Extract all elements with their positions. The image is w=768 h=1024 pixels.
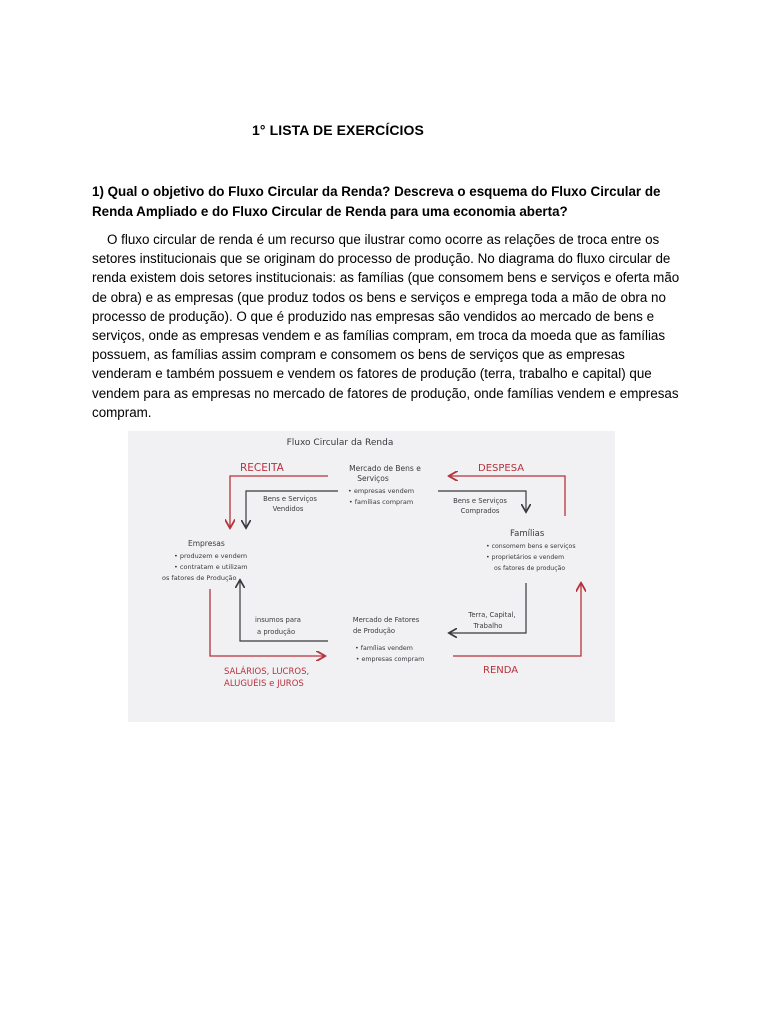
diagram-svg: [128, 431, 615, 722]
salarios-line-1: SALÁRIOS, LUCROS,: [224, 667, 310, 677]
page-title: 1° LISTA DE EXERCÍCIOS: [252, 122, 424, 138]
mercado-fatores-line-4: • empresas compram: [355, 656, 425, 663]
insumos-line-2: a produção: [257, 628, 296, 636]
bens-comprados-line-1: Bens e Serviços: [453, 497, 507, 505]
bens-comprados-line-2: Comprados: [460, 507, 500, 515]
mercado-fatores-line-3: • famílias vendem: [355, 645, 413, 652]
mercado-fatores-line-1: Mercado de Fatores: [352, 616, 420, 624]
renda-arrow: [453, 584, 581, 656]
familias-line-4: os fatores de produção: [494, 565, 566, 572]
receita-label: RECEITA: [240, 462, 284, 474]
mercado-bens-line-1: Mercado de Bens e: [349, 464, 421, 473]
diagram-title: Fluxo Circular da Renda: [286, 438, 394, 448]
insumos-line-1: insumos para: [255, 616, 301, 624]
empresas-line-3: • contratam e utilizam: [174, 563, 248, 571]
mercado-bens-line-4: • famílias compram: [348, 498, 414, 506]
familias-line-3: • proprietários e vendem: [486, 554, 565, 561]
question-text: 1) Qual o objetivo do Fluxo Circular da Renda? Descreva o esquema do Fluxo Circular de Renda Ampliado e do Fluxo Circular de Renda para uma economia aberta?: [92, 184, 661, 219]
familias-line-1: Famílias: [510, 529, 545, 539]
mercado-fatores-line-2: de Produção: [352, 627, 396, 635]
despesa-label: DESPESA: [478, 463, 525, 474]
mercado-bens-line-2: Serviços: [357, 474, 389, 483]
circular-flow-diagram-photo: [128, 431, 615, 722]
bens-vendidos-line-1: Bens e Serviços: [263, 495, 317, 503]
renda-label: RENDA: [483, 665, 519, 676]
salarios-line-2: ALUGUÉIS e JUROS: [224, 679, 304, 689]
terra-line-2: Trabalho: [473, 622, 503, 630]
empresas-line-4: os fatores de Produção: [162, 574, 237, 582]
terra-line-1: Terra, Capital,: [468, 611, 516, 619]
empresas-line-2: • produzem e vendem: [174, 552, 248, 560]
mercado-bens-line-3: • empresas vendem: [347, 487, 415, 495]
bens-vendidos-line-2: Vendidos: [272, 505, 304, 513]
empresas-line-1: Empresas: [188, 539, 225, 548]
familias-line-2: • consomem bens e serviços: [486, 543, 576, 550]
answer-paragraph: O fluxo circular de renda é um recurso que ilustrar como ocorre as relações de troca entre os setores institucionais que se originam do processo de produção. No diagrama do fluxo circular de renda existem dois setores institucionais: as famílias (que consomem bens e serviços e oferta mão de obra) e as empresas (que produz todos os bens e serviços e emprega toda a mão de obra no processo de produção). O que é produzido nas empresas são vendidos ao mercado de bens e serviços, onde as empresas vendem e as famílias compram, em troca da moeda que as famílias possuem, as famílias assim compram e consomem os bens de serviços que as empresas venderam e também possuem e vendem os fatores de produção (terra, trabalho e capital) que vendem para as empresas no mercado de fatores de produção, onde famílias vendem e empresas compram.: [92, 232, 680, 420]
